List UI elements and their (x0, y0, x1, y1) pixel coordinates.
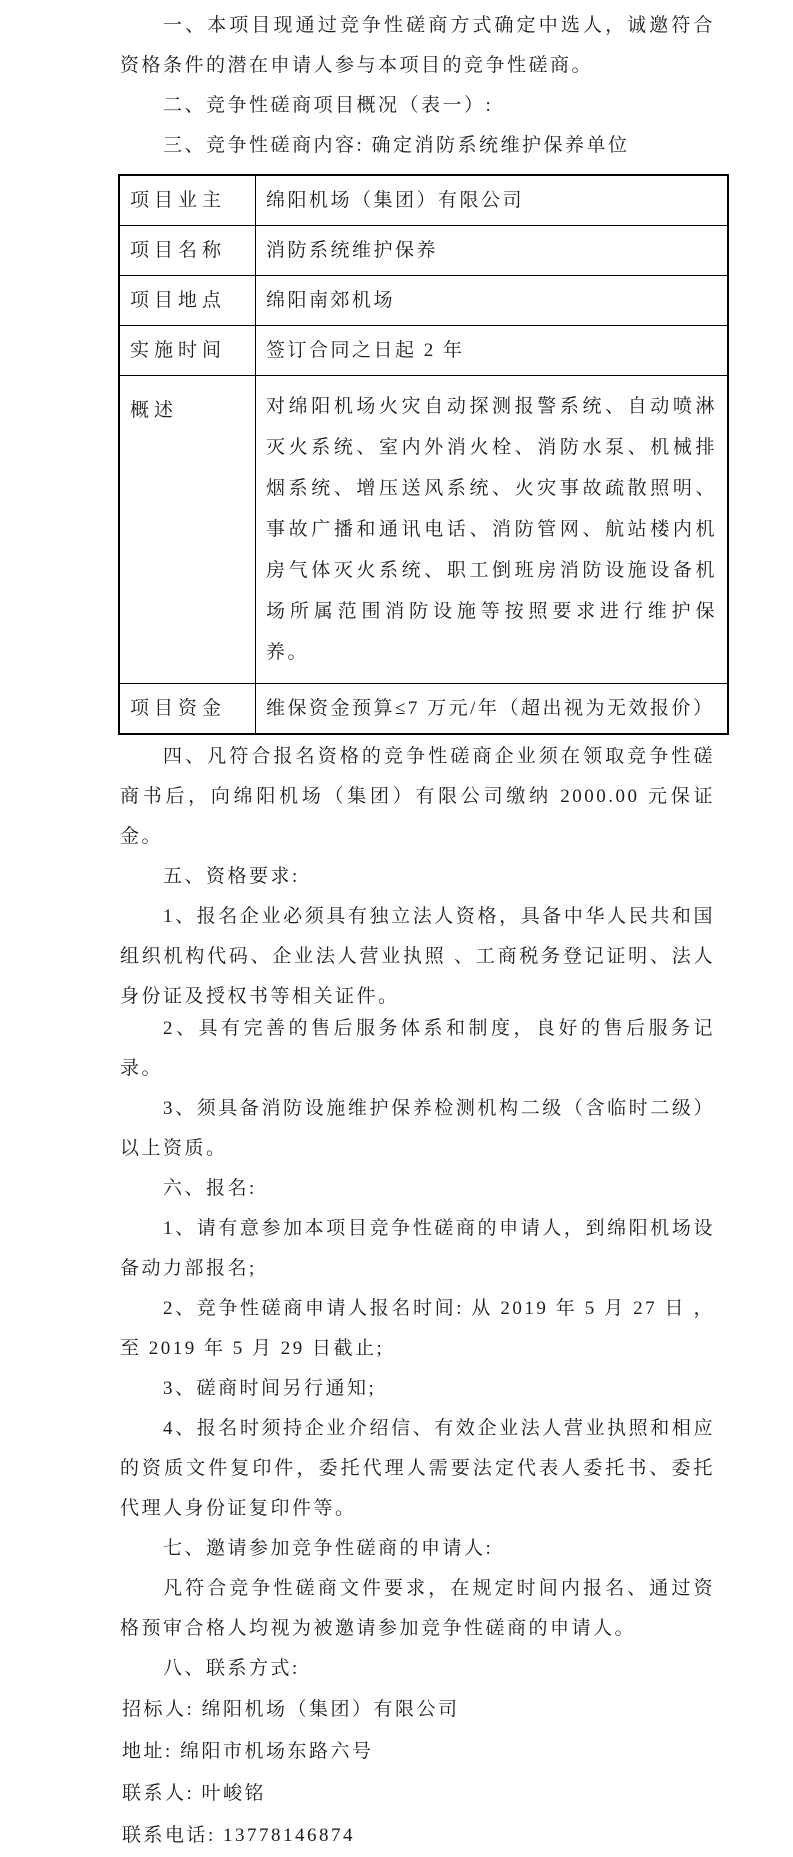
heading-section-6: 六、报名: (163, 1178, 257, 1199)
contact-person: 联系人: 叶峻铭 (122, 1783, 267, 1804)
row-label: 实施时间 (119, 326, 256, 376)
table-row-project-name (119, 226, 728, 276)
row-label: 项目业主 (119, 175, 256, 226)
contact-bidder: 招标人: 绵阳机场（集团）有限公司 (122, 1699, 460, 1720)
project-overview-table (118, 174, 729, 735)
row-label: 项目名称 (119, 226, 256, 276)
row-value: 维保资金预算≤7 万元/年（超出视为无效报价） (256, 684, 729, 735)
heading-section-7: 七、邀请参加竞争性磋商的申请人: (163, 1538, 494, 1559)
table-row-project-fund (119, 684, 728, 735)
paragraph-section-7: 凡符合竞争性磋商文件要求，在规定时间内报名、通过资格预审合格人均视为被邀请参加竞争性磋商的申请人。 (120, 1578, 715, 1639)
contact-phone: 联系电话: 13778146874 (122, 1825, 356, 1846)
intro-paragraph: 一、本项目现通过竞争性磋商方式确定中选人，诚邀符合资格条件的潜在申请人参与本项目的竞争性磋商。 (120, 15, 715, 76)
row-value: 签订合同之日起 2 年 (256, 326, 729, 376)
qualification-item-1: 1、报名企业必须具有独立法人资格，具备中华人民共和国组织机构代码、企业法人营业执照 、工商税务登记证明、法人身份证及授权书等相关证件。 (120, 906, 715, 1007)
registration-item-1: 1、请有意参加本项目竞争性磋商的申请人，到绵阳机场设备动力部报名; (120, 1218, 715, 1279)
qualification-item-3: 3、须具备消防设施维护保养检测机构二级（含临时二级）以上资质。 (120, 1098, 715, 1159)
heading-section-3: 三、竞争性磋商内容: 确定消防系统维护保养单位 (163, 135, 630, 156)
row-label: 概述 (119, 376, 256, 684)
contact-address: 地址: 绵阳市机场东路六号 (122, 1741, 374, 1762)
heading-section-2: 二、竞争性磋商项目概况（表一）: (163, 95, 494, 116)
row-label: 项目资金 (119, 684, 256, 735)
row-value: 消防系统维护保养 (256, 226, 729, 276)
table-row-summary (119, 376, 728, 684)
row-label: 项目地点 (119, 276, 256, 326)
qualification-item-2: 2、具有完善的售后服务体系和制度，良好的售后服务记录。 (120, 1018, 715, 1079)
registration-item-4: 4、报名时须持企业介绍信、有效企业法人营业执照和相应的资质文件复印件，委托代理人需要法定代表人委托书、委托代理人身份证复印件等。 (120, 1418, 715, 1519)
table-row-project-owner (119, 175, 728, 226)
row-value: 绵阳南郊机场 (256, 276, 729, 326)
paragraph-section-4: 四、凡符合报名资格的竞争性磋商企业须在领取竞争性磋商书后，向绵阳机场（集团）有限公司缴纳 2000.00 元保证金。 (120, 746, 715, 847)
row-value: 对绵阳机场火灾自动探测报警系统、自动喷淋灭火系统、室内外消火栓、消防水泵、机械排烟系统、增压送风系统、火灾事故疏散照明、事故广播和通讯电话、消防管网、航站楼内机房气体灭火系统、职工倒班房消防设施设备机场所属范围消防设施等按照要求进行维护保养。 (256, 376, 729, 684)
heading-section-5: 五、资格要求: (163, 866, 300, 887)
table-row-project-location (119, 276, 728, 326)
registration-item-2: 2、竞争性磋商申请人报名时间: 从 2019 年 5 月 27 日 ，至 2019 年 5 月 29 日截止; (120, 1298, 715, 1359)
row-value: 绵阳机场（集团）有限公司 (256, 175, 729, 226)
contact-block (120, 1689, 715, 1857)
heading-section-8: 八、联系方式: (163, 1658, 300, 1679)
registration-item-3: 3、磋商时间另行通知; (163, 1378, 377, 1399)
table-row-implementation-time (119, 326, 728, 376)
